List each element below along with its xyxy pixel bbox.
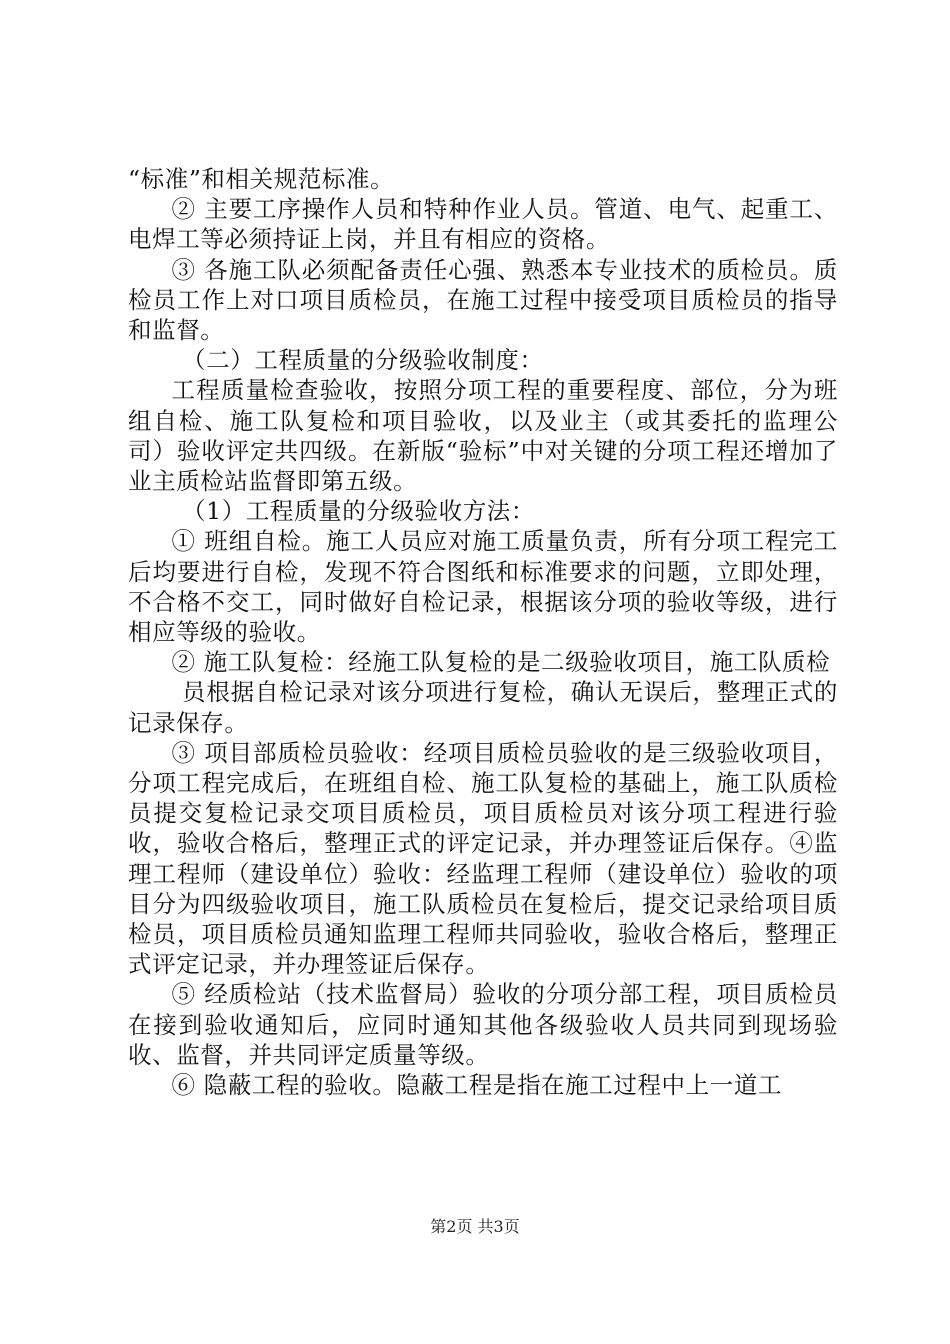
paragraph: “标准”和相关规范标准。 xyxy=(128,165,395,193)
section-heading: （二）工程质量的分级验收制度： xyxy=(182,346,544,375)
paragraph: ③ 各施工队必须配备责任心强、熟悉本专业技术的质检员。质检员工作上对口项目质检员，在施工过程中接受项目质检员的指导和监督。 xyxy=(128,255,838,345)
paragraph: 员根据自检记录对该分项进行复检，确认无误后，整理正式的记录保存。 xyxy=(128,678,838,737)
paragraph: ⑤ 经质检站（技术监督局）验收的分项分部工程，项目质检员在接到验收通知后，应同时通知其他各级验收人员共同到现场验收、监督，并共同评定质量等级。 xyxy=(128,980,838,1069)
paragraph: 工程质量检查验收，按照分项工程的重要程度、部位，分为班组自检、施工队复检和项目验收，以及业主（或其委托的监理公司）验收评定共四级。在新版“验标”中对关键的分项工程还增加了业主质检站监督即第五级。 xyxy=(128,376,838,496)
subsection-heading: （1）工程质量的分级验收方法： xyxy=(182,497,535,526)
page-footer: 第2页 共3页 xyxy=(430,1217,520,1236)
paragraph: ② 施工队复检：经施工队复检的是二级验收项目，施工队质检 xyxy=(171,648,831,677)
paragraph: ② 主要工序操作人员和特种作业人员。管道、电气、起重工、电焊工等必须持证上岗，并且有相应的资格。 xyxy=(128,195,838,254)
paragraph: ③ 项目部质检员验收：经项目质检员验收的是三级验收项目，分项工程完成后，在班组自检、施工队复检的基础上，施工队质检员提交复检记录交项目质检员，项目质检员对该分项工程进行验收，验收合格后，整理正式的评定记录，并办理签证后保存。④监理工程师（建设单位）验收：经监理工程师（建设单位）验收的项目分为四级验收项目，施工队质检员在复检后，提交记录给项目质检员，项目质检员通知监理工程师共同验收，验收合格后，整理正式评定记录，并办理签证后保存。 xyxy=(128,738,838,979)
body-text xyxy=(128,164,838,1100)
paragraph: ⑥ 隐蔽工程的验收。隐蔽工程是指在施工过程中上一道工 xyxy=(171,1071,783,1100)
paragraph: ① 班组自检。施工人员应对施工质量负责，所有分项工程完工后均要进行自检，发现不符合图纸和标准要求的问题，立即处理，不合格不交工，同时做好自检记录，根据该分项的验收等级，进行相应等级的验收。 xyxy=(128,527,838,647)
